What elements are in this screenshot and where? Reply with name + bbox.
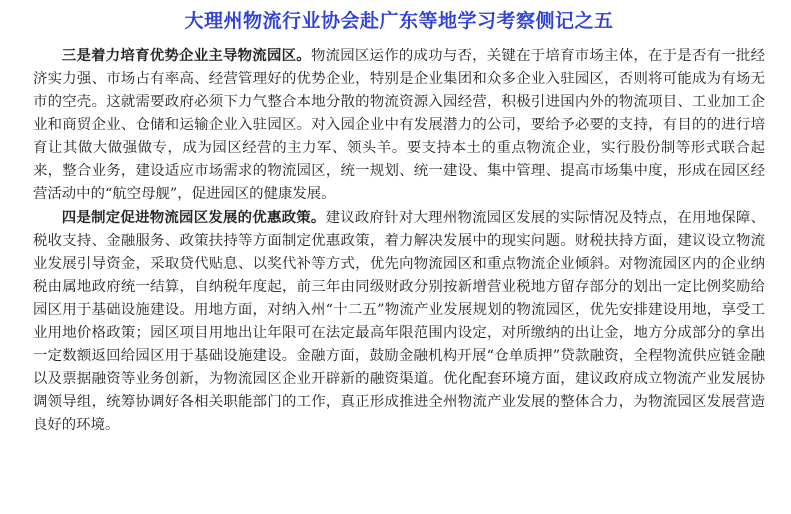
article-title: 大理州物流行业协会赴广东等地学习考察侧记之五 — [184, 10, 614, 32]
paragraph-park-enterprises — [33, 44, 765, 206]
paragraph-preferential-policies — [33, 206, 765, 437]
paragraph-body: 建议政府针对大理州物流园区发展的实际情况及特点，在用地保障、税收支持、金融服务、政策扶持等方面制定优惠政策，着力解决发展中的现实问题。财税扶持方面，建议设立物流业发展引导资金，采取贷代贴息、以奖代补等方式，优先向物流园区和重点物流企业倾斜。对物流园区内的企业纳税由属地政府统一结算，自纳税年度起，前三年由同级财政分别按新增营业税地方留存部分的划出一定比例奖励给园区用于基础设施建设。用地方面，对纳入州“十二五”物流产业发展规划的物流园区，优先安排建设用地，享受工业用地价格政策；园区项目用地出让年限可在法定最高年限范围内设定，对所缴纳的出让金，地方分成部分的拿出一定数额返回给园区用于基础设施建设。金融方面，鼓励金融机构开展“仓单质押”贷款融资，全程物流供应链金融以及票据融资等业务创新，为物流园区企业开辟新的融资渠道。优化配套环境方面，建议政府成立物流产业发展协调领导组，统筹协调好各相关职能部门的工作，真正形成推进全州物流产业发展的整体合力，为物流园区发展营造良好的环境。 — [33, 210, 765, 433]
paragraph-body: 物流园区运作的成功与否，关键在于培育市场主体，在于是否有一批经济实力强、市场占有率高、经营管理好的优势企业，特别是企业集团和众多企业入驻园区，否则将可能成为有场无市的空壳。这就需要政府必须下力气整合本地分散的物流资源入园经营，积极引进国内外的物流项目、工业加工企业和商贸企业、仓储和运输企业入驻园区。对入园企业中有发展潜力的公司，要给予必要的支持，有目的的进行培育让其做大做强做专，成为园区经营的主力军、领头羊。要支持本土的重点物流企业，实行股份制等形式联合起来，整合业务，建设适应市场需求的物流园区，统一规划、统一建设、集中管理、提高市场集中度，形成在园区经营活动中的“航空母舰”，促进园区的健康发展。 — [33, 48, 765, 202]
paragraph-lead: 四是制定促进物流园区发展的优惠政策。 — [61, 209, 326, 226]
paragraph-lead: 三是着力培育优势企业主导物流园区。 — [61, 47, 311, 64]
